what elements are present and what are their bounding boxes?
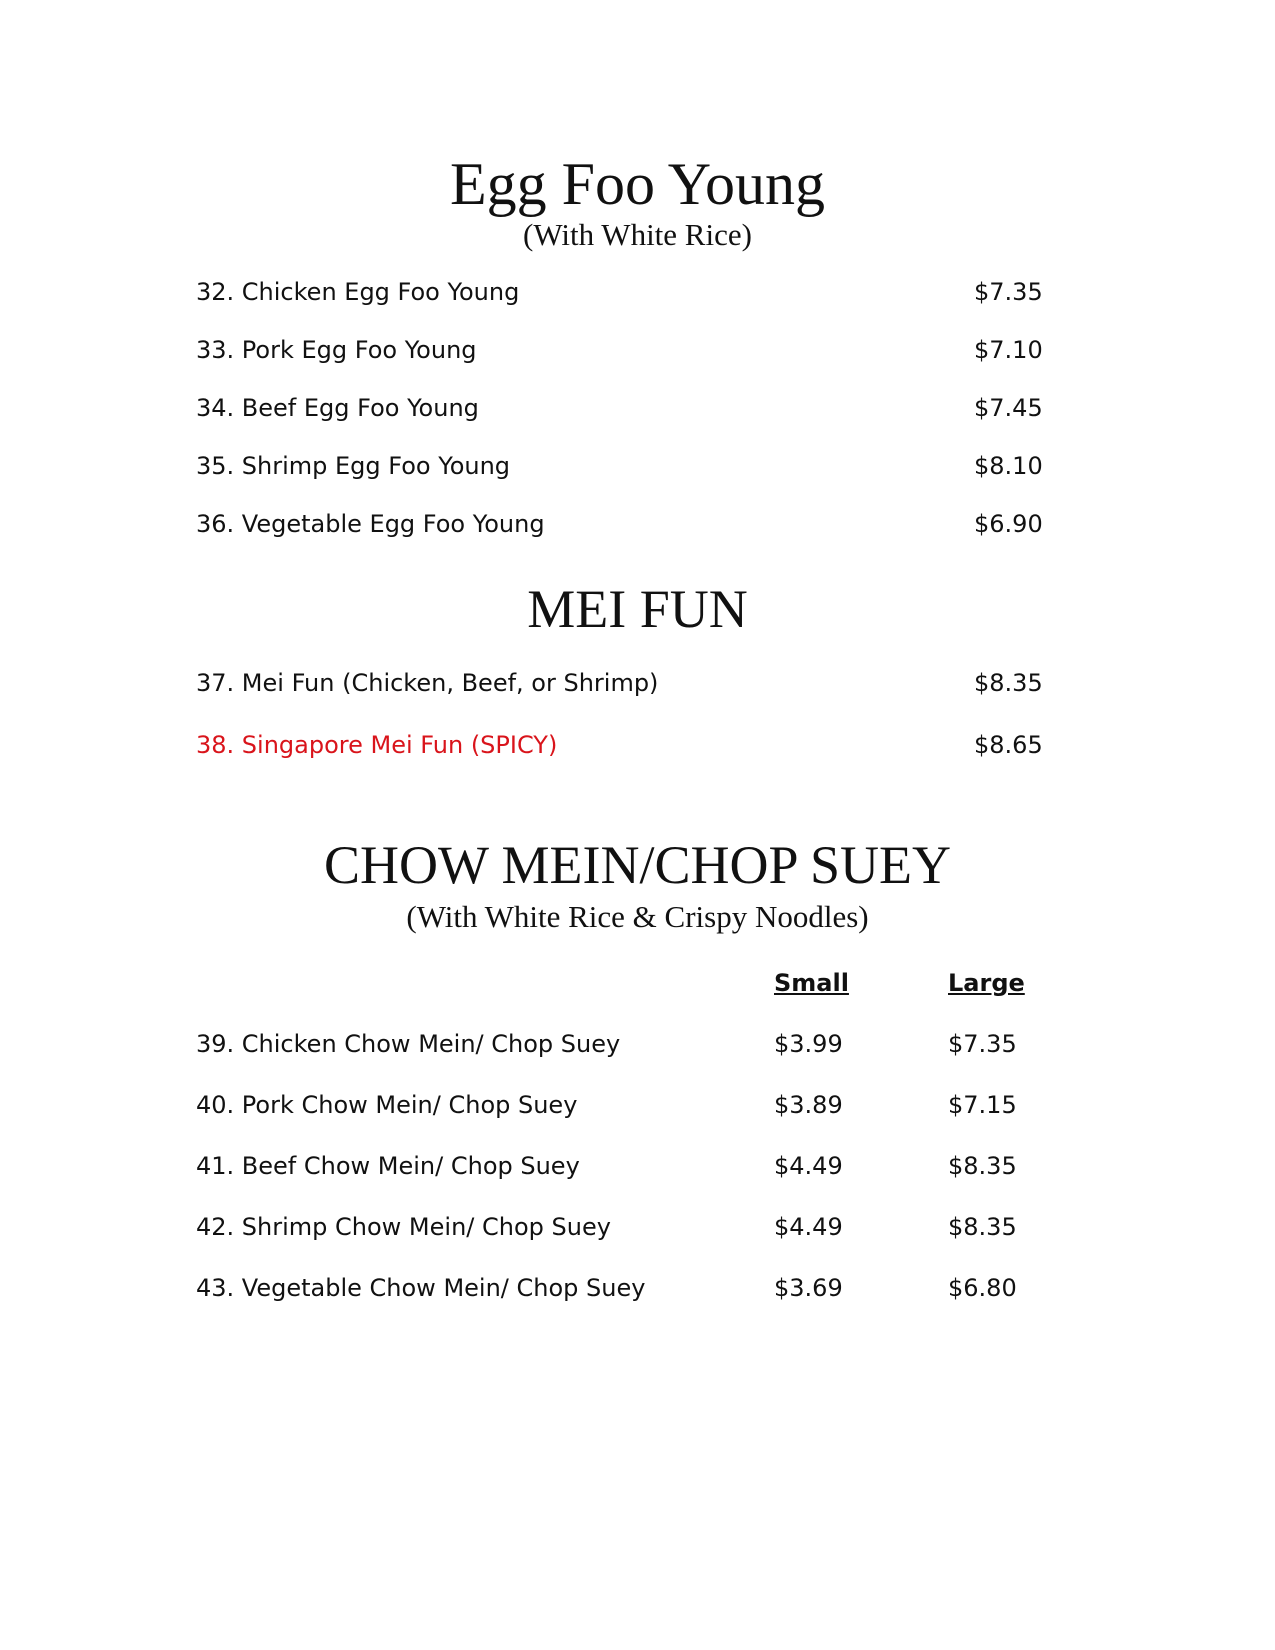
egg-foo-young-title: Egg Foo Young bbox=[449, 151, 826, 217]
menu-item-price: $7.45 bbox=[974, 394, 1043, 422]
column-header-large: Large bbox=[948, 969, 1025, 997]
menu-item bbox=[196, 333, 1041, 367]
menu-item-name: 40. Pork Chow Mein/ Chop Suey bbox=[196, 1091, 578, 1119]
menu-item-name: 38. Singapore Mei Fun (SPICY) bbox=[196, 731, 558, 759]
menu-item bbox=[196, 1027, 1041, 1061]
menu-item-name: 34. Beef Egg Foo Young bbox=[196, 394, 479, 422]
menu-item bbox=[196, 1271, 1041, 1305]
menu-item bbox=[196, 275, 1041, 309]
menu-item-small-price: $3.99 bbox=[774, 1030, 843, 1058]
menu-item-price: $8.10 bbox=[974, 452, 1043, 480]
menu-item-large-price: $8.35 bbox=[948, 1152, 1017, 1180]
menu-item-price: $8.35 bbox=[974, 669, 1043, 697]
mei-fun-title: MEI FUN bbox=[527, 579, 748, 639]
menu-item-price: $7.35 bbox=[974, 278, 1043, 306]
menu-item-name: 32. Chicken Egg Foo Young bbox=[196, 278, 520, 306]
menu-item bbox=[196, 666, 1041, 700]
menu-item-large-price: $7.35 bbox=[948, 1030, 1017, 1058]
menu-item-large-price: $8.35 bbox=[948, 1213, 1017, 1241]
menu-item bbox=[196, 507, 1041, 541]
chow-mein-subtitle: (With White Rice & Crispy Noodles) bbox=[406, 899, 869, 934]
menu-item-small-price: $4.49 bbox=[774, 1213, 843, 1241]
menu-item-name: 37. Mei Fun (Chicken, Beef, or Shrimp) bbox=[196, 669, 659, 697]
menu-item-small-price: $3.69 bbox=[774, 1274, 843, 1302]
menu-item-price: $8.65 bbox=[974, 731, 1043, 759]
menu-item-large-price: $6.80 bbox=[948, 1274, 1017, 1302]
menu-item bbox=[196, 1210, 1041, 1244]
menu-item-name: 41. Beef Chow Mein/ Chop Suey bbox=[196, 1152, 580, 1180]
menu-item-spicy bbox=[196, 728, 1041, 762]
column-header-small: Small bbox=[774, 969, 849, 997]
menu-item bbox=[196, 449, 1041, 483]
menu-item-name: 42. Shrimp Chow Mein/ Chop Suey bbox=[196, 1213, 611, 1241]
menu-item-price: $7.10 bbox=[974, 336, 1043, 364]
menu-item-name: 39. Chicken Chow Mein/ Chop Suey bbox=[196, 1030, 621, 1058]
menu-item bbox=[196, 391, 1041, 425]
menu-item-name: 36. Vegetable Egg Foo Young bbox=[196, 510, 545, 538]
menu-item-name: 43. Vegetable Chow Mein/ Chop Suey bbox=[196, 1274, 646, 1302]
egg-foo-young-subtitle: (With White Rice) bbox=[523, 217, 752, 252]
menu-item-name: 35. Shrimp Egg Foo Young bbox=[196, 452, 511, 480]
menu-item-small-price: $3.89 bbox=[774, 1091, 843, 1119]
menu-item-name: 33. Pork Egg Foo Young bbox=[196, 336, 477, 364]
menu-item-small-price: $4.49 bbox=[774, 1152, 843, 1180]
menu-item bbox=[196, 1149, 1041, 1183]
menu-item-price: $6.90 bbox=[974, 510, 1043, 538]
chow-mein-title: CHOW MEIN/CHOP SUEY bbox=[323, 835, 952, 895]
menu-item-large-price: $7.15 bbox=[948, 1091, 1017, 1119]
menu-item bbox=[196, 1088, 1041, 1122]
